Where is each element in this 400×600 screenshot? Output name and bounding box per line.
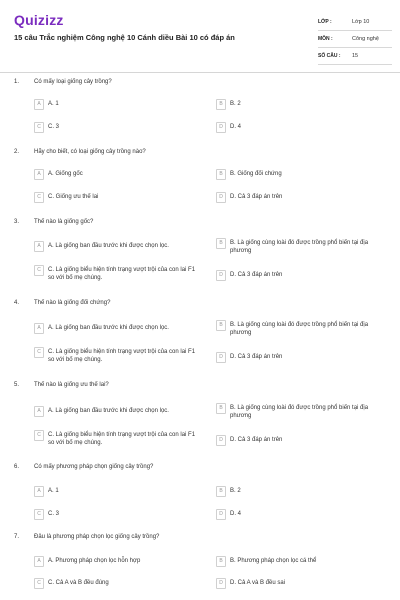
option-text: D. Cả 3 đáp án trên bbox=[230, 272, 283, 278]
option-text: B. Là giống cùng loài đó được trồng phổ biến tại địa phương bbox=[230, 322, 369, 336]
question-1 bbox=[14, 79, 390, 139]
option-text: D. Cả A và B đều sai bbox=[230, 580, 286, 586]
meta-value: Công nghệ bbox=[352, 36, 379, 42]
question-text: Thế nào là giống đối chứng? bbox=[34, 300, 111, 306]
option-letter-box: A bbox=[34, 99, 44, 110]
option-letter-box: C bbox=[34, 122, 44, 133]
question-text: Đâu là phương pháp chọn lọc giống cây trồng? bbox=[34, 534, 160, 540]
question-3 bbox=[14, 219, 390, 291]
meta-row-count bbox=[318, 48, 392, 65]
option-letter-box: B bbox=[216, 320, 226, 331]
question-number: 7. bbox=[14, 534, 20, 540]
option-letter-box: C bbox=[34, 578, 44, 589]
option-letter-box: C bbox=[34, 509, 44, 520]
option-text: C. Là giống biểu hiện tính trạng vượt trội của con lai F1 so với bố mẹ chúng. bbox=[48, 267, 196, 281]
question-2 bbox=[14, 149, 390, 209]
option-letter-box: D bbox=[216, 352, 226, 363]
meta-row-class bbox=[318, 14, 392, 31]
question-number: 2. bbox=[14, 149, 20, 155]
question-text: Thế nào là giống gốc? bbox=[34, 219, 94, 225]
option-letter-box: C bbox=[34, 265, 44, 276]
option-letter-box: D bbox=[216, 122, 226, 133]
question-number: 3. bbox=[14, 219, 20, 225]
option-text: B. 2 bbox=[230, 488, 241, 494]
option-text: A. 1 bbox=[48, 101, 59, 107]
option-letter-box: B bbox=[216, 556, 226, 567]
option-letter-box: B bbox=[216, 486, 226, 497]
option-letter-box: D bbox=[216, 270, 226, 281]
option-text: D. 4 bbox=[230, 124, 242, 130]
meta-key: MÔN : bbox=[318, 36, 333, 42]
option-letter-box: D bbox=[216, 509, 226, 520]
question-number: 6. bbox=[14, 464, 20, 470]
question-7 bbox=[14, 534, 390, 596]
option-letter-box: C bbox=[34, 347, 44, 358]
meta-key: SỐ CÂU : bbox=[318, 53, 341, 59]
question-5 bbox=[14, 382, 390, 454]
option-letter-box: B bbox=[216, 238, 226, 249]
option-text: A. Là giống ban đầu trước khi được chọn lọc. bbox=[48, 408, 169, 414]
option-text: B. Phương pháp chọn lọc cá thể bbox=[230, 558, 317, 564]
option-text: A. Giống gốc bbox=[48, 171, 83, 177]
question-4 bbox=[14, 300, 390, 372]
question-number: 5. bbox=[14, 382, 20, 388]
question-text: Thế nào là giống ưu thế lai? bbox=[34, 382, 109, 388]
option-text: C. Giống ưu thế lai bbox=[48, 194, 99, 200]
option-text: A. 1 bbox=[48, 488, 59, 494]
option-text: A. Là giống ban đầu trước khi được chọn lọc. bbox=[48, 243, 169, 249]
header-divider bbox=[0, 72, 400, 73]
worksheet-header bbox=[0, 0, 400, 70]
option-text: C. Là giống biểu hiện tính trạng vượt trội của con lai F1 so với bố mẹ chúng. bbox=[48, 432, 196, 446]
option-letter-box: A bbox=[34, 241, 44, 252]
option-letter-box: D bbox=[216, 192, 226, 203]
option-text: C. 3 bbox=[48, 124, 60, 130]
option-text: C. Là giống biểu hiện tính trạng vượt trội của con lai F1 so với bố mẹ chúng. bbox=[48, 349, 196, 363]
option-letter-box: B bbox=[216, 169, 226, 180]
question-number: 4. bbox=[14, 300, 20, 306]
option-text: C. Cả A và B đều đúng bbox=[48, 580, 109, 586]
meta-row-subject bbox=[318, 31, 392, 48]
option-text: D. Cả 3 đáp án trên bbox=[230, 194, 283, 200]
option-letter-box: A bbox=[34, 556, 44, 567]
option-letter-box: C bbox=[34, 192, 44, 203]
option-text: B. 2 bbox=[230, 101, 241, 107]
option-letter-box: D bbox=[216, 435, 226, 446]
question-text: Hãy cho biết, có loại giống cây trồng nào? bbox=[34, 149, 146, 155]
option-letter-box: A bbox=[34, 323, 44, 334]
option-letter-box: A bbox=[34, 169, 44, 180]
meta-table bbox=[318, 14, 392, 65]
worksheet-title: 15 câu Trắc nghiệm Công nghệ 10 Cánh diều Bài 10 có đáp án bbox=[14, 33, 235, 42]
meta-value: Lớp 10 bbox=[352, 19, 370, 25]
option-letter-box: A bbox=[34, 486, 44, 497]
meta-key: LỚP : bbox=[318, 19, 332, 25]
option-letter-box: C bbox=[34, 430, 44, 441]
question-text: Có mấy loại giống cây trồng? bbox=[34, 79, 112, 85]
option-letter-box: B bbox=[216, 99, 226, 110]
option-text: C. 3 bbox=[48, 511, 60, 517]
option-letter-box: A bbox=[34, 406, 44, 417]
quizizz-logo: Quizizz bbox=[14, 12, 64, 28]
option-text: B. Là giống cùng loài đó được trồng phổ biến tại địa phương bbox=[230, 405, 369, 419]
option-text: A. Là giống ban đầu trước khi được chọn lọc. bbox=[48, 325, 169, 331]
question-text: Có mấy phương pháp chọn giống cây trồng? bbox=[34, 464, 154, 470]
option-text: B. Giống đối chứng bbox=[230, 171, 282, 177]
option-text: D. Cả 3 đáp án trên bbox=[230, 354, 283, 360]
option-text: A. Phương pháp chọn lọc hỗn hợp bbox=[48, 558, 141, 564]
option-text: B. Là giống cùng loài đó được trồng phổ biến tại địa phương bbox=[230, 240, 369, 254]
option-text: D. 4 bbox=[230, 511, 242, 517]
option-text: D. Cả 3 đáp án trên bbox=[230, 437, 283, 443]
question-number: 1. bbox=[14, 79, 20, 85]
meta-value: 15 bbox=[352, 53, 359, 59]
question-6 bbox=[14, 464, 390, 524]
option-letter-box: B bbox=[216, 403, 226, 414]
option-letter-box: D bbox=[216, 578, 226, 589]
